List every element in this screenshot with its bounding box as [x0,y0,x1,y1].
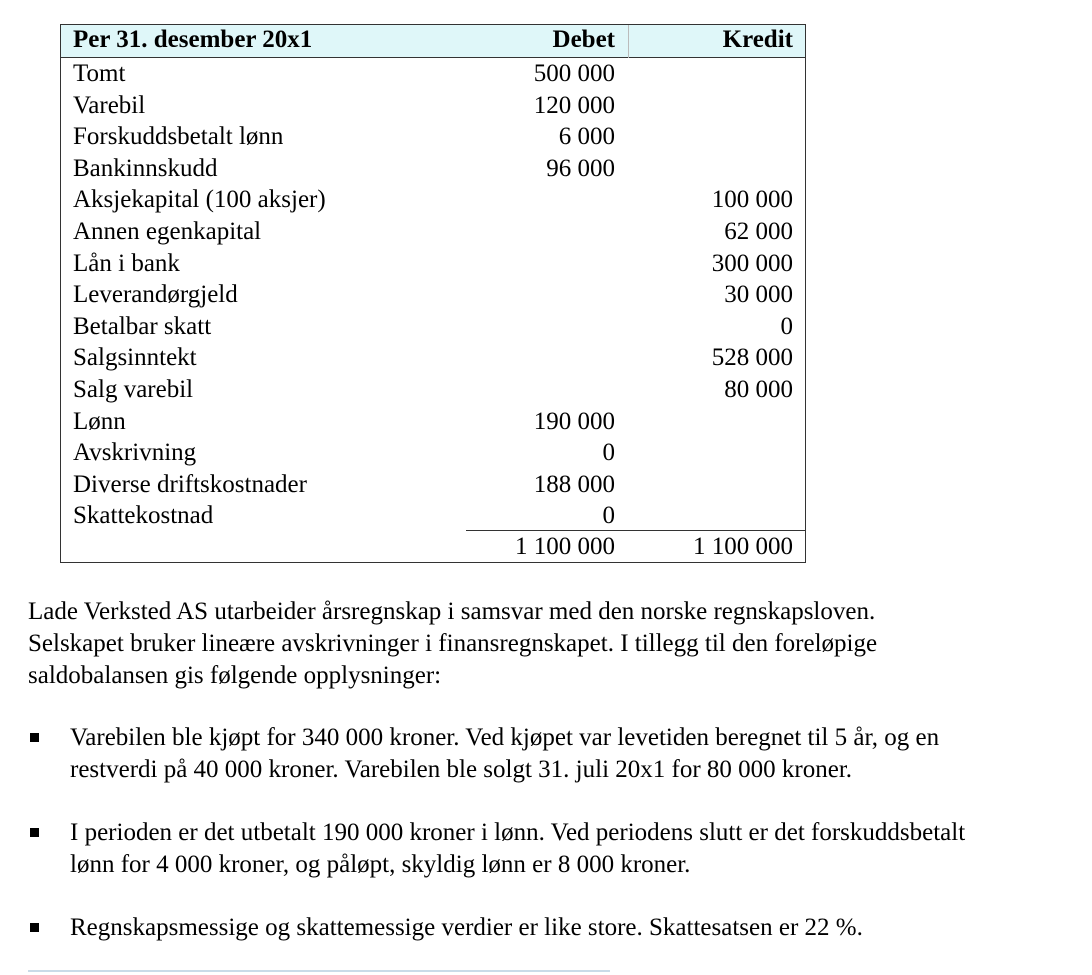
paragraph-line: Lade Verksted AS utarbeider årsregnskap i samsvar med den norske regnskapsloven. [28,598,876,625]
row-debit: 188 000 [533,470,615,498]
intro-paragraph [28,596,1068,692]
header-date-label: Per 31. desember 20x1 [73,26,313,53]
paragraph-line: saldobalansen gis følgende opplysninger: [28,662,442,689]
row-label: Forskuddsbetalt lønn [73,123,284,151]
bullet-line: restverdi på 40 000 kroner. Varebilen ble solgt 31. juli 20x1 for 80 000 kroner. [70,756,853,783]
row-label: Betalbar skatt [73,312,212,340]
row-credit: 30 000 [724,281,793,309]
row-credit: 0 [780,312,793,340]
row-debit: 0 [602,439,615,467]
row-debit: 6 000 [558,123,615,151]
header-debit: Debet [552,26,615,53]
row-label: Aksjekapital (100 aksjer) [73,186,326,214]
row-label: Leverandørgjeld [73,281,238,309]
table-row [61,58,805,90]
square-bullet-icon [30,733,39,742]
table-row [61,90,805,122]
row-label: Annen egenkapital [73,217,262,245]
paragraph-line: Selskapet bruker lineære avskrivninger i finansregnskapet. I tillegg til den foreløpige [28,630,878,657]
row-label: Lønn [73,407,126,435]
total-credit: 1 100 000 [693,533,793,560]
row-credit: 528 000 [711,344,793,372]
square-bullet-icon [30,923,39,932]
table-row [61,469,805,501]
row-label: Diverse driftskostnader [73,470,307,498]
table-row [61,342,805,374]
table-row [61,216,805,248]
row-credit: 62 000 [724,217,793,245]
row-label: Bankinnskudd [73,154,218,182]
bullet-item [28,722,1078,786]
page-bottom-rule [28,970,610,972]
bullet-list [28,722,1078,975]
bullet-line: Regnskapsmessige og skattemessige verdier er like store. Skattesatsen er 22 %. [70,914,863,941]
row-credit: 300 000 [711,249,793,277]
table-row [61,248,805,280]
table-row [61,153,805,185]
table-body [61,58,805,532]
table-row [61,121,805,153]
row-credit: 80 000 [724,375,793,403]
table-row [61,374,805,406]
row-label: Salg varebil [73,375,194,403]
table-row [61,500,805,532]
table-row [61,437,805,469]
bullet-line: I perioden er det utbetalt 190 000 kroner i lønn. Ved periodens slutt er det forskuddsbetalt [70,819,966,846]
row-debit: 0 [602,502,615,530]
bullet-item [28,912,1078,944]
row-label: Tomt [73,60,126,87]
table-row [61,279,805,311]
row-debit: 120 000 [533,91,615,119]
row-debit: 96 000 [546,154,615,182]
bullet-item [28,817,1078,881]
table-totals-row [61,531,805,562]
table-row [61,184,805,216]
square-bullet-icon [30,828,39,837]
row-label: Salgsinntekt [73,344,197,372]
row-credit: 100 000 [711,186,793,214]
row-label: Lån i bank [73,249,180,277]
bullet-line: Varebilen ble kjøpt for 340 000 kroner. Ved kjøpet var levetiden beregnet til 5 år, og en [70,724,940,751]
row-debit: 190 000 [533,407,615,435]
row-label: Avskrivning [73,439,197,467]
header-credit: Kredit [722,26,793,53]
header-divider [628,25,629,58]
row-label: Varebil [73,91,146,119]
trial-balance-table [60,24,806,563]
bullet-line: lønn for 4 000 kroner, og påløpt, skyldig lønn er 8 000 kroner. [70,851,691,878]
table-row [61,311,805,343]
total-debit: 1 100 000 [515,533,615,560]
table-row [61,406,805,438]
row-label: Skattekostnad [73,502,214,530]
row-debit: 500 000 [533,60,615,87]
table-header [61,25,805,58]
